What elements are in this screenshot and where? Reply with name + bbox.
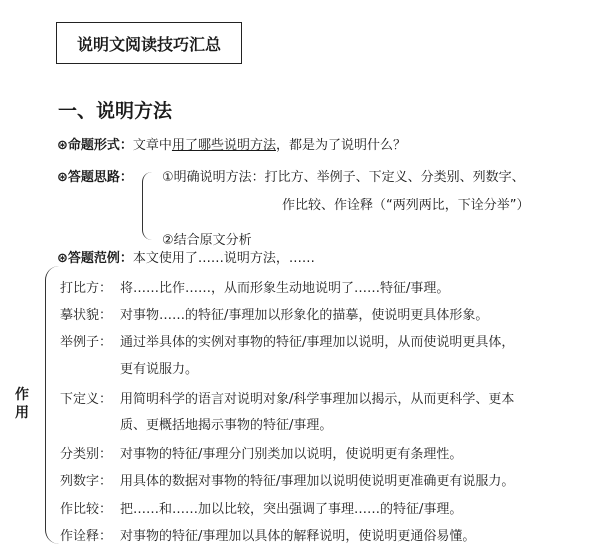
thoughts-label: 答题思路： [67,170,133,185]
thoughts-item1-line1: ①明确说明方法：打比方、举例子、下定义、分类别、列数字、 [162,170,525,185]
question-form-text-after: ，都是为了说明什么？ [275,138,406,153]
effect-row-name: 作诠释： [60,529,113,544]
effect-row-name: 作比较： [60,502,113,517]
effect-row-line: 质、更概括地揭示事物的特征/事理。 [120,418,333,433]
effect-label: 作用 [15,387,29,421]
effect-row-line: 把……和……加以比较，突出强调了事理……的特征/事理。 [120,502,463,517]
effect-row-line: 将……比作……，从而形象生动地说明了……特征/事理。 [120,281,450,296]
effect-row-line: 更有说服力。 [120,362,199,377]
bullet-star-icon: ⊛ [57,138,68,153]
effect-row-name: 列数字： [60,474,113,489]
bullet-star-icon: ⊛ [57,170,68,185]
effect-row-line: 用简明科学的语言对说明对象/科学事理加以揭示，从而更科学、更本 [120,392,515,407]
example-row [57,247,315,266]
question-form-text-before: 文章中 [132,138,172,153]
bullet-star-icon: ⊛ [57,251,68,266]
effect-row-name: 打比方： [60,281,113,296]
effect-row-line: 用具体的数据对事物的特征/事理加以说明使说明更准确更有说服力。 [120,474,515,489]
question-form-text-underlined: 用了哪些说明方法 [171,138,276,153]
effect-row-line: 对事物的特征/事理加以具体的解释说明，使说明更通俗易懂。 [120,529,476,544]
thoughts-item2: ②结合原文分析 [162,233,252,248]
effect-row-name: 摹状貌： [60,308,113,323]
question-form-row [57,134,406,153]
effect-brace [45,266,60,544]
example-label: 答题范例： [67,251,133,266]
effect-row-name: 分类别： [60,447,113,462]
thoughts-label-row [57,166,133,185]
example-text: 本文使用了……说明方法，…… [132,251,315,266]
effect-row-name: 下定义： [60,392,113,407]
section-heading: 一、说明方法 [58,100,173,122]
thoughts-brace [142,172,155,240]
effect-row-line: 对事物的特征/事理分门别类加以说明，使说明更有条理性。 [120,447,463,462]
question-form-label: 命题形式： [67,138,133,153]
document-title: 说明文阅读技巧汇总 [56,22,242,64]
effect-row-line: 对事物……的特征/事理加以形象化的描摹，使说明更具体形象。 [120,308,489,323]
effect-row-line: 通过举具体的实例对事物的特征/事理加以说明，从而使说明更具体， [120,335,515,350]
effect-row-name: 举例子： [60,335,113,350]
thoughts-item1-line2: 作比较、作诠释（“两列两比，下诠分举”） [282,198,530,213]
